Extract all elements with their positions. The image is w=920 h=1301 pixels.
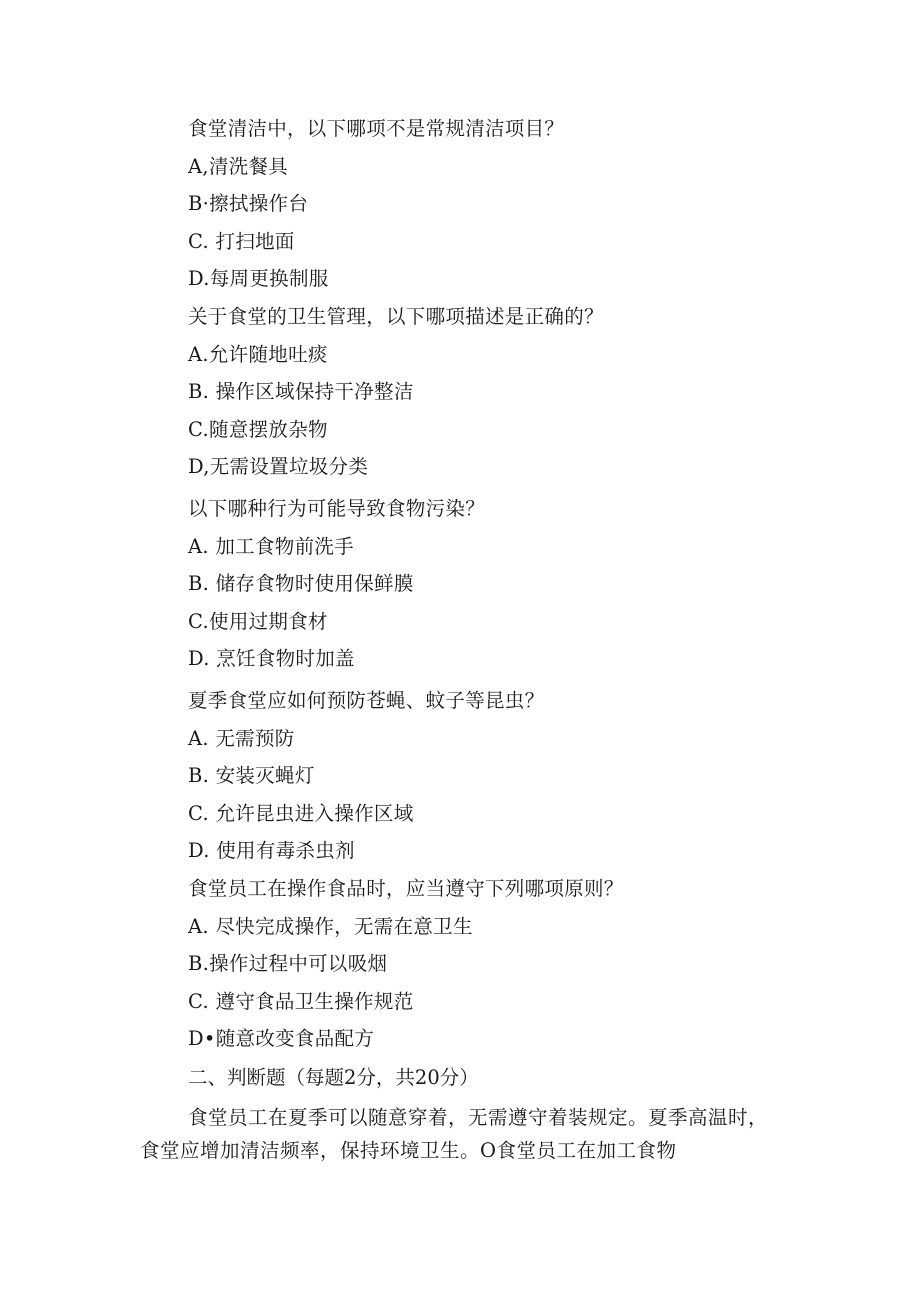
option-c: C.使用过期食材 bbox=[188, 609, 328, 633]
option-b: B. 安装灭蝇灯 bbox=[188, 764, 315, 787]
body-paragraph: 食堂员工在夏季可以随意穿着，无需遵守着装规定。夏季高温时，食堂应增加清洁频率，保持环境卫生。O食堂员工在加工食物 bbox=[140, 1106, 769, 1162]
option-b: B·擦拭操作台 bbox=[188, 192, 309, 215]
option-c: C. 打扫地面 bbox=[188, 229, 295, 253]
option-b: B. 操作区域保持干净整洁 bbox=[188, 380, 414, 403]
question-4 bbox=[188, 682, 788, 870]
option-c: C. 允许昆虫进入操作区域 bbox=[188, 801, 414, 825]
question-stem: 以下哪种行为可能导致食物污染？ bbox=[188, 497, 486, 520]
question-2 bbox=[188, 298, 788, 486]
option-a: A.允许随地吐痰 bbox=[188, 342, 328, 366]
option-d: D.每周更换制服 bbox=[188, 267, 329, 290]
option-d: D. 烹饪食物时加盖 bbox=[188, 647, 355, 670]
option-c: C. 遵守食品卫生操作规范 bbox=[188, 989, 414, 1013]
option-c: C.随意摆放杂物 bbox=[188, 417, 328, 441]
question-5 bbox=[188, 870, 788, 1058]
option-a: A. 尽快完成操作，无需在意卫生 bbox=[188, 914, 473, 938]
option-a: A. 无需预防 bbox=[188, 726, 295, 750]
option-b: B. 储存食物时使用保鲜膜 bbox=[188, 572, 414, 595]
question-stem: 食堂清洁中，以下哪项不是常规清洁项目？ bbox=[188, 117, 565, 140]
option-a: A,清洗餐具 bbox=[188, 154, 289, 178]
option-b: B.操作过程中可以吸烟 bbox=[188, 952, 388, 975]
question-stem: 夏季食堂应如何预防苍蝇、蚊子等昆虫？ bbox=[188, 689, 545, 712]
option-a: A. 加工食物前洗手 bbox=[188, 534, 354, 558]
question-stem: 食堂员工在操作食品时，应当遵守下列哪项原则？ bbox=[188, 877, 624, 900]
section-heading: 二、判断题（每题2分，共20分） bbox=[188, 1066, 479, 1089]
question-stem: 关于食堂的卫生管理，以下哪项描述是正确的？ bbox=[188, 305, 604, 328]
option-d: D,无需设置垃圾分类 bbox=[188, 455, 369, 478]
option-d: D•随意改变食品配方 bbox=[188, 1027, 375, 1050]
option-d: D. 使用有毒杀虫剂 bbox=[188, 839, 355, 862]
question-3 bbox=[188, 490, 788, 678]
question-1 bbox=[188, 110, 788, 298]
